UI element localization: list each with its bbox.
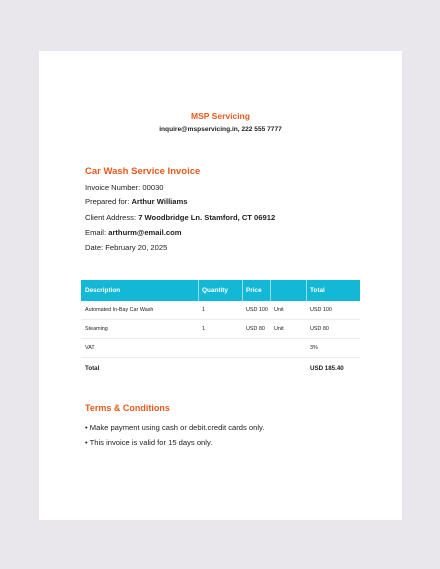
- terms-item: • This invoice is valid for 15 days only.: [85, 438, 213, 447]
- row-description: Automated In-Bay Car Wash: [85, 307, 154, 313]
- invoice-number-label: Invoice Number:: [85, 183, 143, 192]
- table-row: [81, 320, 360, 339]
- row-unit: Unit: [274, 307, 284, 313]
- date-value: February 20, 2025: [105, 243, 168, 252]
- row-quantity: 1: [202, 307, 205, 313]
- prepared-for-value: Arthur Williams: [131, 197, 188, 206]
- table-total-row: [81, 358, 360, 378]
- row-description: VAT: [85, 345, 95, 351]
- email-line: [85, 228, 181, 237]
- row-total: USD 80: [310, 326, 329, 332]
- company-name: MSP Servicing: [191, 111, 250, 121]
- row-total: 3%: [310, 345, 318, 351]
- email-label: Email:: [85, 228, 109, 237]
- email-value: arthurm@email.com: [108, 228, 182, 237]
- table-row: [81, 301, 360, 320]
- invoice-table: [81, 280, 360, 378]
- header-quantity: Quantity: [202, 287, 228, 294]
- header-description: Description: [85, 287, 121, 294]
- date-line: [85, 243, 167, 252]
- invoice-number-line: [85, 183, 164, 192]
- header-divider: [270, 280, 271, 301]
- client-address-value: 7 Woodbridge Ln. Stamford, CT 06912: [138, 213, 276, 222]
- prepared-for-line: [85, 197, 188, 206]
- invoice-title: Car Wash Service Invoice: [85, 166, 201, 177]
- header-divider: [306, 280, 307, 301]
- header-divider: [198, 280, 199, 301]
- row-unit: Unit: [274, 326, 284, 332]
- date-label: Date:: [85, 243, 106, 252]
- invoice-number-value: 00030: [142, 183, 164, 192]
- table-header: [81, 280, 360, 301]
- terms-title: Terms & Conditions: [85, 403, 170, 413]
- row-price: USD 80: [246, 326, 265, 332]
- row-description: Steaming: [85, 326, 108, 332]
- client-address-label: Client Address:: [85, 213, 139, 222]
- total-label: Total: [85, 364, 100, 372]
- header-divider: [242, 280, 243, 301]
- row-quantity: 1: [202, 326, 205, 332]
- terms-item: • Make payment using cash or debit.credit cards only.: [85, 423, 265, 432]
- row-total: USD 100: [310, 307, 332, 313]
- row-price: USD 100: [246, 307, 268, 313]
- company-contact: inquire@mspservicing.in, 222 555 7777: [159, 126, 282, 133]
- total-value: USD 185.40: [310, 364, 344, 372]
- header-price: Price: [246, 287, 262, 294]
- prepared-for-label: Prepared for:: [85, 197, 132, 206]
- table-row: [81, 339, 360, 358]
- header-total: Total: [310, 287, 325, 294]
- client-address-line: [85, 213, 275, 222]
- invoice-page: [39, 51, 402, 520]
